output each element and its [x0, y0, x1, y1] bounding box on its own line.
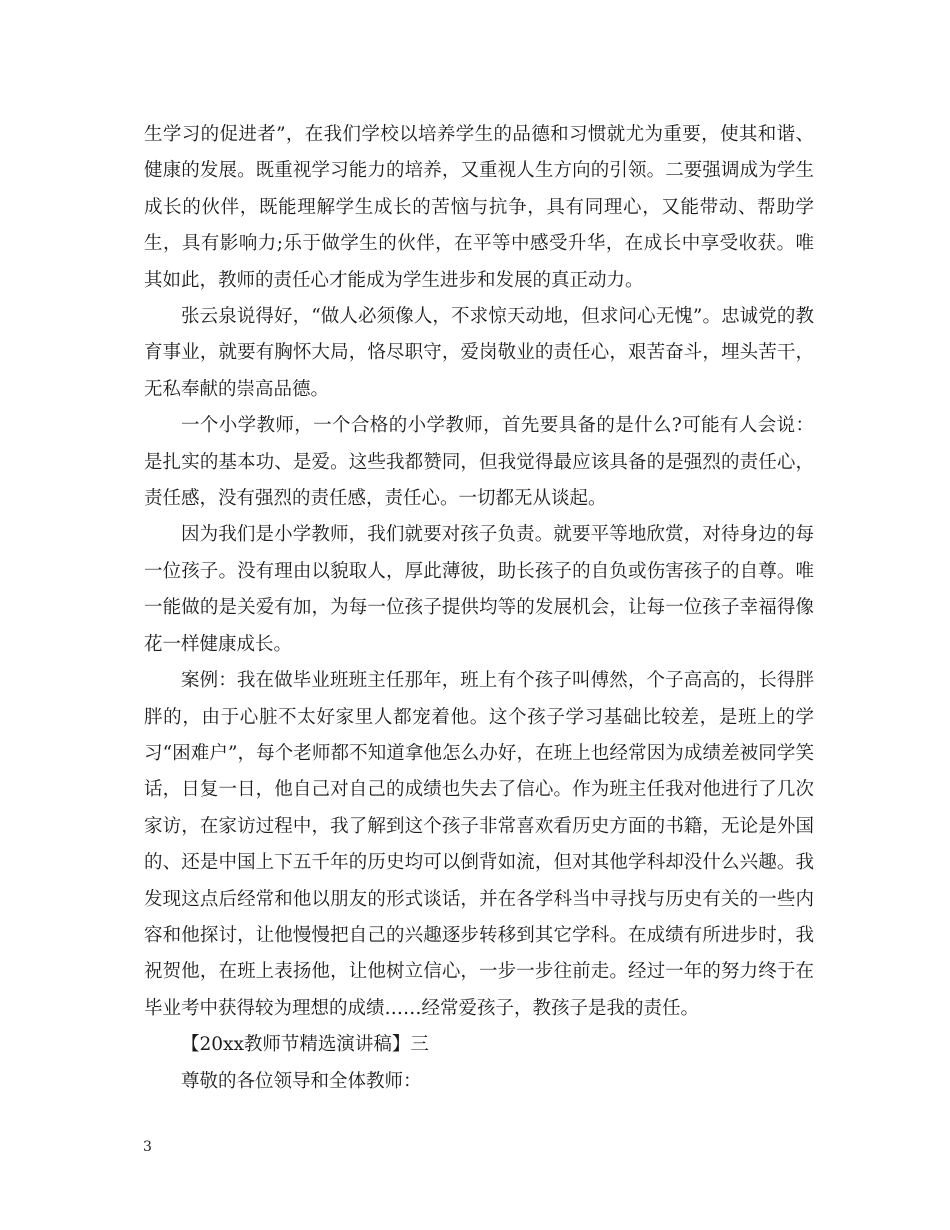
page-number: 3 — [143, 1139, 152, 1155]
paragraph-1: 生学习的促进者”，在我们学校以培养学生的品德和习惯就尤为重要，使其和谐、健康的发展。既重视学习能力的培养，又重视人生方向的引领。二要强调成为学生成长的伙伴，既能理解学生成长的苦恼与抗争，具有同理心，又能带动、帮助学生，具有影响力;乐于做学生的伙伴，在平等中感受升华，在成长中享受收获。唯其如此，教师的责任心才能成为学生进步和发展的真正动力。 — [144, 124, 814, 291]
paragraph-5: 案例：我在做毕业班班主任那年，班上有个孩子叫傅然，个子高高的，长得胖胖的，由于心脏不太好家里人都宠着他。这个孩子学习基础比较差，是班上的学习“困难户”，每个老师都不知道拿他怎么办好，在班上也经常因为成绩差被同学笑话，日复一日，他自己对自己的成绩也失去了信心。作为班主任我对他进行了几次家访，在家访过程中，我了解到这个孩子非常喜欢看历史方面的书籍，无论是外国的、还是中国上下五千年的历史均可以倒背如流，但对其他学科却没什么兴趣。我发现这点后经常和他以朋友的形式谈话，并在各学科当中寻找与历史有关的一些内容和他探讨，让他慢慢把自己的兴趣逐步转移到其它学科。在成绩有所进步时，我祝贺他，在班上表扬他，让他树立信心，一步一步往前走。经过一年的努力终于在毕业考中获得较为理想的成绩……经常爱孩子，教孩子是我的责任。 — [144, 670, 814, 1019]
paragraph-2: 张云泉说得好，“做人必须像人，不求惊天动地，但求问心无愧”。忠诚党的教育事业，就要有胸怀大局，恪尽职守，爱岗敬业的责任心，艰苦奋斗，埋头苦干，无私奉献的崇高品德。 — [144, 306, 814, 400]
document-body — [144, 117, 814, 1100]
paragraph-4: 因为我们是小学教师，我们就要对孩子负责。就要平等地欣赏，对待身边的每一位孩子。没有理由以貌取人，厚此薄彼，助长孩子的自负或伤害孩子的自尊。唯一能做的是关爱有加，为每一位孩子提供均等的发展机会，让每一位孩子幸福得像花一样健康成长。 — [144, 524, 814, 655]
paragraph-3: 一个小学教师，一个合格的小学教师，首先要具备的是什么?可能有人会说：是扎实的基本功、是爱。这些我都赞同，但我觉得最应该具备的是强烈的责任心，责任感，没有强烈的责任感，责任心。一切都无从谈起。 — [144, 415, 814, 510]
section-heading: 【20xx教师节精选演讲稿】三 — [181, 1034, 429, 1056]
salutation: 尊敬的各位领导和全体教师： — [181, 1070, 422, 1092]
